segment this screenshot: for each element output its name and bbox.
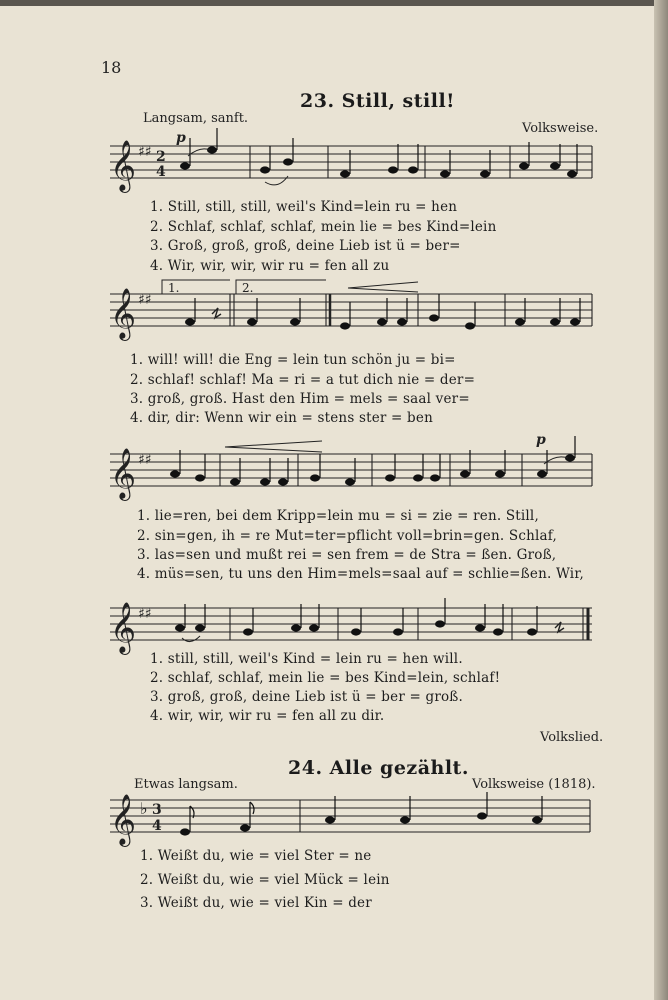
lyric-23-1-4: 4. Wir, wir, wir, wir ru = fen all zu xyxy=(150,258,390,274)
key-signature-sharps: ♯♯ xyxy=(138,292,152,308)
song-24-tempo: Etwas langsam. xyxy=(134,777,238,792)
lyric-23-4-3: 3. groß, groß, deine Lieb ist ü = ber = groß. xyxy=(150,689,464,705)
treble-clef-icon: 𝄞 xyxy=(110,794,137,845)
time-signature xyxy=(156,149,166,180)
staff-song-24 xyxy=(100,786,600,856)
lyric-23-2-2: 2. schlaf! schlaf! Ma = ri = a tut dich nie = der= xyxy=(130,372,476,388)
second-ending-label: 2. xyxy=(242,281,254,295)
lyric-23-4-4: 4. wir, wir, wir ru = fen all zu dir. xyxy=(150,708,385,724)
treble-clef-icon: 𝄞 xyxy=(110,140,137,191)
dynamic-marking: p xyxy=(176,130,186,146)
lyric-24-1: 1. Weißt du, wie = viel Ster = ne xyxy=(140,848,372,864)
treble-clef-icon: 𝄞 xyxy=(110,288,137,339)
svg-text:4: 4 xyxy=(152,818,162,834)
lyric-23-1-3: 3. Groß, groß, groß, deine Lieb ist ü = ber= xyxy=(150,238,461,254)
song-24-source: Volksweise (1818). xyxy=(472,777,596,792)
lyric-24-2: 2. Weißt du, wie = viel Mück = lein xyxy=(140,872,390,888)
lyric-23-3-1: 1. lie=ren, bei dem Kripp=lein mu = si = zie = ren. Still, xyxy=(137,508,539,524)
song-23-footer: Volkslied. xyxy=(540,730,604,745)
lyric-23-2-1: 1. will! will! die Eng = lein tun schön ju = bi= xyxy=(130,352,456,368)
lyric-23-4-1: 1. still, still, weil's Kind = lein ru = hen will. xyxy=(150,651,463,667)
notes-system-2 xyxy=(185,314,580,329)
lyric-23-3-2: 2. sin=gen, ih = re Mut=ter=pflicht voll=brin=gen. Schlaf, xyxy=(137,528,557,544)
page-top-edge xyxy=(0,0,668,6)
key-signature-sharps: ♯♯ xyxy=(138,144,152,160)
staff-system-2 xyxy=(100,276,600,346)
song-23-title: 23. Still, still! xyxy=(300,90,456,112)
page-binding-edge xyxy=(654,0,668,1000)
song-24-title: 24. Alle gezählt. xyxy=(288,757,469,779)
staff-system-4 xyxy=(100,590,600,660)
lyric-23-2-3: 3. groß, groß. Hast den Him = mels = saal ver= xyxy=(130,391,470,407)
lyric-23-2-4: 4. dir, dir: Wenn wir ein = stens ster = ben xyxy=(130,410,433,426)
lyric-23-3-4: 4. müs=sen, tu uns den Him=mels=saal auf = schlie=ßen. Wir, xyxy=(137,566,584,582)
staff-system-1 xyxy=(100,128,600,198)
treble-clef-icon: 𝄞 xyxy=(110,602,137,653)
svg-text:3: 3 xyxy=(152,802,162,818)
key-signature-flat: ♭ xyxy=(140,799,148,818)
lyric-23-1-2: 2. Schlaf, schlaf, schlaf, mein lie = bes Kind=lein xyxy=(150,219,497,235)
key-signature-sharps: ♯♯ xyxy=(138,606,152,622)
time-signature xyxy=(152,802,162,834)
staff-system-3 xyxy=(100,432,600,506)
notes-system-4 xyxy=(175,620,537,635)
dynamic-marking: p xyxy=(536,432,546,448)
svg-text:2: 2 xyxy=(156,149,166,165)
lyric-23-3-3: 3. las=sen und mußt rei = sen frem = de Stra = ßen. Groß, xyxy=(137,547,557,563)
lyric-23-4-2: 2. schlaf, schlaf, mein lie = bes Kind=lein, schlaf! xyxy=(150,670,501,686)
song-23-source: Volksweise. xyxy=(522,121,599,136)
song-23-tempo: Langsam, sanft. xyxy=(143,111,249,126)
key-signature-sharps: ♯♯ xyxy=(138,452,152,468)
page-number: 18 xyxy=(101,58,122,77)
lyric-23-1-1: 1. Still, still, still, weil's Kind=lein ru = hen xyxy=(150,199,458,215)
svg-text:4: 4 xyxy=(156,164,166,180)
first-ending-label: 1. xyxy=(168,281,180,295)
treble-clef-icon: 𝄞 xyxy=(110,448,137,499)
lyric-24-3: 3. Weißt du, wie = viel Kin = der xyxy=(140,895,372,911)
